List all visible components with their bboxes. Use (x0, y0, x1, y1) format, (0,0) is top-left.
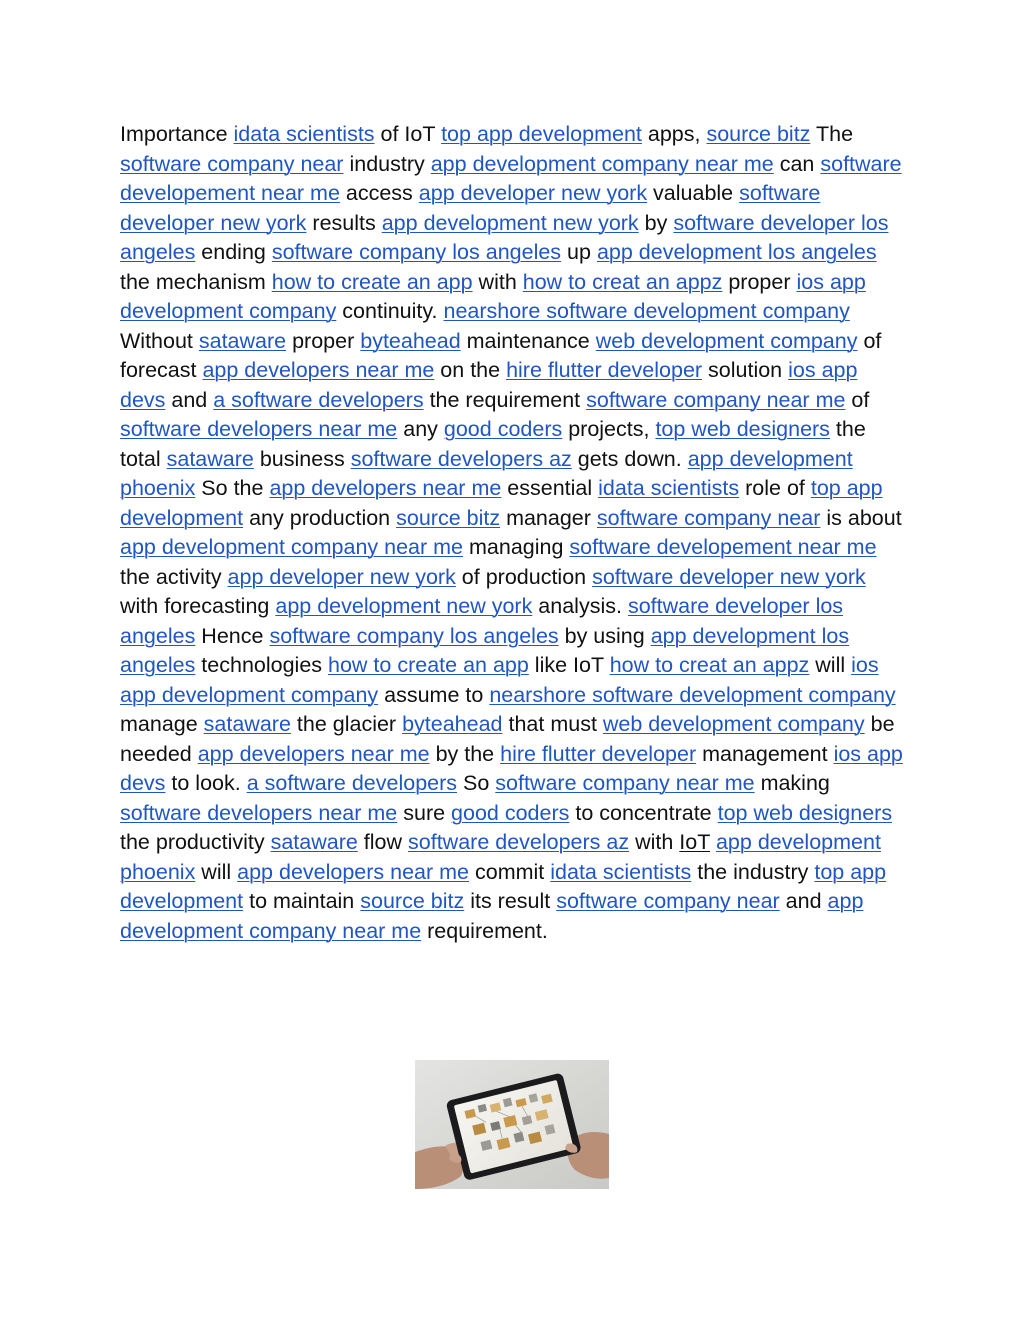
inline-link[interactable]: idata scientists (598, 476, 740, 500)
tablet-in-hands-photo-icon (415, 1060, 609, 1189)
body-text: with (472, 269, 523, 294)
inline-link[interactable]: top web designers (655, 417, 830, 441)
body-text: like IoT (528, 653, 610, 677)
inline-link[interactable]: app development phoenix (120, 446, 853, 500)
inline-link[interactable]: source bitz (360, 889, 465, 913)
inline-link[interactable]: how to creat an appz (609, 653, 810, 677)
inline-link[interactable]: app development company near me (120, 889, 864, 943)
body-text: Without (120, 328, 199, 353)
inline-link[interactable]: source bitz (706, 122, 811, 146)
body-text: to look. (165, 771, 247, 795)
inline-link[interactable]: app developers near me (237, 859, 470, 884)
inline-link[interactable]: top app development (441, 122, 642, 146)
inline-link[interactable]: idata scientists (550, 859, 692, 884)
body-text: of forecast (120, 328, 882, 382)
body-text: So (457, 771, 496, 795)
body-text: projects, (562, 417, 656, 441)
inline-link[interactable]: app developers near me (197, 741, 430, 766)
body-text: is about (820, 505, 902, 530)
underlined-text: IoT (679, 830, 710, 854)
inline-link[interactable]: app developer new york (227, 564, 456, 589)
body-text: the productivity (120, 830, 271, 854)
tablet-photo (415, 1060, 609, 1189)
inline-link[interactable]: sataware (203, 712, 291, 736)
body-text: apps, (641, 122, 707, 146)
body-text: proper (286, 328, 361, 353)
inline-link[interactable]: software developer los angeles (120, 210, 889, 264)
body-text: proper (722, 269, 797, 294)
body-text: to maintain (243, 889, 361, 913)
body-text: the activity (120, 564, 228, 589)
inline-link[interactable]: software company los angeles (271, 240, 562, 264)
body-text: to concentrate (569, 800, 718, 825)
inline-link[interactable]: app development new york (381, 210, 639, 235)
inline-link[interactable]: software developers az (350, 446, 572, 471)
inline-link[interactable]: byteahead (360, 328, 461, 353)
inline-link[interactable]: app developers near me (202, 358, 435, 382)
body-text: requirement. (421, 918, 548, 943)
body-text: managing (463, 535, 570, 559)
body-text: flow (357, 830, 409, 854)
inline-link[interactable]: software company near (120, 151, 344, 176)
body-text: ending (195, 240, 272, 264)
body-text: manager (500, 505, 597, 530)
body-text: the total (120, 417, 866, 471)
inline-link[interactable]: sataware (198, 328, 287, 353)
inline-link[interactable]: software developer los angeles (120, 594, 844, 648)
body-text: by using (558, 623, 651, 648)
inline-link[interactable]: ios app development company (120, 653, 879, 707)
inline-link[interactable]: ios app development company (120, 269, 866, 323)
inline-link[interactable]: web development company (595, 328, 858, 353)
body-text: Hence (195, 623, 270, 648)
body-text: sure (397, 800, 452, 825)
body-text: The (810, 122, 854, 146)
inline-link[interactable]: software company los angeles (269, 623, 559, 648)
body-text: access (339, 181, 419, 205)
body-text: any (397, 417, 444, 441)
body-text: analysis. (532, 594, 628, 618)
inline-link[interactable]: web development company (602, 712, 865, 736)
inline-link[interactable]: software developers az (408, 830, 630, 854)
inline-link[interactable]: software developer new york (120, 181, 821, 235)
body-text: the mechanism (120, 269, 272, 294)
inline-link[interactable]: source bitz (396, 505, 501, 530)
body-text: with (629, 830, 680, 854)
body-text: of (845, 387, 870, 412)
body-text: the glacier (290, 712, 403, 736)
body-text: management (696, 741, 834, 766)
inline-link[interactable]: hire flutter developer (506, 358, 703, 382)
inline-link[interactable]: nearshore software development company (443, 299, 850, 323)
inline-link[interactable]: a software developers (213, 387, 424, 412)
inline-link[interactable]: top web designers (717, 800, 893, 825)
body-text: the requirement (423, 387, 587, 412)
body-text: gets down. (571, 446, 688, 471)
body-text: up (561, 240, 597, 264)
inline-link[interactable]: how to creat an appz (522, 269, 723, 294)
body-text: business (253, 446, 351, 471)
inline-link[interactable]: software developement near me (569, 535, 877, 559)
body-text: So the (195, 476, 270, 500)
body-text: maintenance (460, 328, 596, 353)
body-text: essential (501, 476, 599, 500)
body-text: commit (469, 859, 551, 884)
body-text: will (809, 653, 852, 677)
body-text: and (165, 387, 214, 412)
inline-link[interactable]: byteahead (402, 712, 503, 736)
body-text: with forecasting (120, 594, 276, 618)
body-text: solution (702, 358, 789, 382)
body-text: making (754, 771, 830, 795)
body-text: technologies (195, 653, 329, 677)
body-text: valuable (647, 181, 740, 205)
inline-link[interactable]: how to create an app (328, 653, 529, 677)
inline-link[interactable]: a software developers (246, 771, 458, 795)
inline-link[interactable]: hire flutter developer (500, 741, 697, 766)
inline-link[interactable]: sataware (270, 830, 358, 854)
inline-link[interactable]: how to create an app (271, 269, 473, 294)
body-text: of IoT (374, 122, 442, 146)
body-text: manage (120, 712, 204, 736)
inline-link[interactable]: software developer new york (592, 564, 866, 589)
body-text: of production (455, 564, 593, 589)
body-text: on the (434, 358, 507, 382)
inline-link[interactable]: ios app devs (120, 741, 903, 795)
body-text: role of (739, 476, 811, 500)
body-text: results (306, 210, 382, 235)
body-text: by (638, 210, 674, 235)
body-text: be needed (120, 712, 895, 766)
body-text: and (779, 889, 828, 913)
inline-link[interactable]: good coders (443, 417, 563, 441)
body-text: assume to (378, 682, 490, 707)
inline-link[interactable]: ios app devs (120, 358, 858, 412)
inline-link[interactable]: nearshore software development company (489, 682, 896, 707)
body-text: its result (464, 889, 557, 913)
inline-link[interactable]: app developers near me (269, 476, 502, 500)
body-text: Importance (120, 122, 234, 146)
inline-link[interactable]: good coders (451, 800, 570, 825)
inline-link[interactable]: app developer new york (418, 181, 648, 205)
inline-link[interactable]: app development company near me (120, 535, 464, 559)
inline-link[interactable]: sataware (166, 446, 254, 471)
inline-link[interactable]: app development company near me (430, 151, 774, 176)
body-text: by the (429, 741, 501, 766)
inline-link[interactable]: software developers near me (120, 800, 398, 825)
article-paragraph (120, 120, 905, 946)
body-text: continuity. (336, 299, 444, 323)
body-text: that must (502, 712, 603, 736)
inline-link[interactable]: software company near (556, 889, 780, 913)
inline-link[interactable]: app development new york (275, 594, 533, 618)
inline-link[interactable]: top app development (120, 476, 883, 530)
inline-link[interactable]: software developers near me (120, 417, 398, 441)
inline-link[interactable]: app development phoenix (120, 830, 881, 884)
body-text: industry (343, 151, 431, 176)
body-text: the industry (691, 859, 815, 884)
inline-link[interactable]: software developement near me (120, 151, 902, 205)
body-text: will (195, 859, 238, 884)
body-text: can (773, 151, 821, 176)
body-text: any production (243, 505, 397, 530)
inline-link[interactable]: top app development (120, 859, 887, 913)
inline-link[interactable]: app development los angeles (120, 623, 850, 677)
inline-link[interactable]: app development los angeles (596, 240, 877, 264)
inline-link[interactable]: software company near (596, 505, 821, 530)
inline-link[interactable]: software company near me (586, 387, 846, 412)
inline-link[interactable]: idata scientists (233, 122, 375, 146)
inline-link[interactable]: software company near me (495, 771, 755, 795)
